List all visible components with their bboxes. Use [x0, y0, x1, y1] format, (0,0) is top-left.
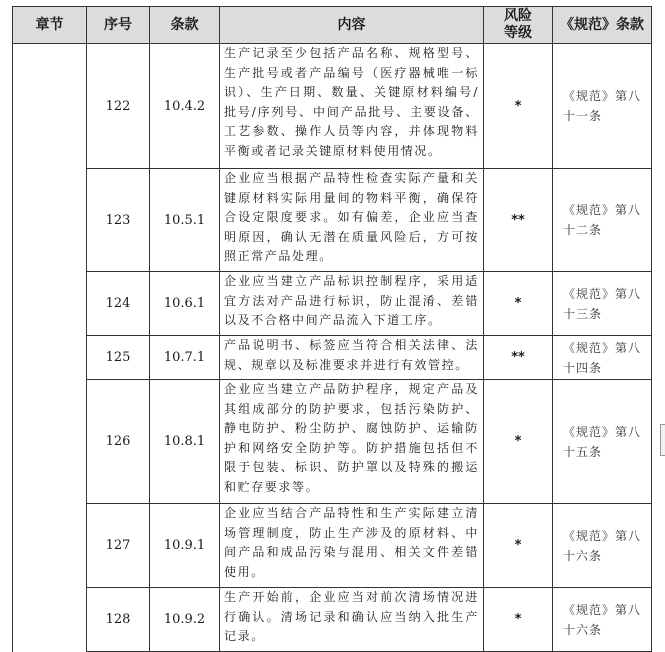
- row-clause: 10.9.1: [150, 504, 220, 588]
- table-row: [13, 588, 652, 652]
- row-no: 128: [87, 588, 150, 652]
- row-clause: 10.9.2: [150, 588, 220, 652]
- row-clause: 10.5.1: [150, 169, 220, 272]
- header-no: 序号: [87, 7, 150, 44]
- row-content: 企业应当建立产品防护程序，规定产品及其组成部分的防护要求，包括污染防护、静电防护、粉尘防护、腐蚀防护、运输防护和网络安全防护等。防护措施包括但不限于包装、标识、防护罩以及特殊的搬运和贮存要求等。: [220, 380, 484, 504]
- row-clause: 10.6.1: [150, 272, 220, 336]
- table-row: [13, 504, 652, 588]
- header-content: 内容: [220, 7, 484, 44]
- row-risk: *: [484, 44, 553, 169]
- header-risk: 风险 等级: [484, 7, 553, 44]
- table-row: [13, 380, 652, 504]
- table-row: [13, 336, 652, 380]
- row-content: 产品说明书、标签应当符合相关法律、法规、规章以及标准要求并进行有效管控。: [220, 336, 484, 380]
- row-norm: 《规范》第八十二条: [553, 169, 652, 272]
- row-clause: 10.4.2: [150, 44, 220, 169]
- row-risk: *: [484, 380, 553, 504]
- row-clause: 10.8.1: [150, 380, 220, 504]
- row-no: 124: [87, 272, 150, 336]
- row-risk: **: [484, 169, 553, 272]
- row-norm: 《规范》第八十四条: [553, 336, 652, 380]
- row-no: 126: [87, 380, 150, 504]
- table-row: [13, 44, 652, 169]
- header-norm: 《规范》条款: [553, 7, 652, 44]
- row-content: 企业应当建立产品标识控制程序，采用适宜方法对产品进行标识，防止混淆、差错以及不合格中间产品流入下道工序。: [220, 272, 484, 336]
- row-no: 127: [87, 504, 150, 588]
- chapter-cell: [13, 44, 87, 652]
- row-risk: *: [484, 504, 553, 588]
- row-content: 生产开始前，企业应当对前次清场情况进行确认。清场记录和确认应当纳入批生产记录。: [220, 588, 484, 652]
- table-row: [13, 169, 652, 272]
- table-row: [13, 272, 652, 336]
- row-norm: 《规范》第八十三条: [553, 272, 652, 336]
- row-content: 企业应当结合产品特性和生产实际建立清场管理制度，防止生产涉及的原材料、中间产品和成品污染与混用、相关文件差错使用。: [220, 504, 484, 588]
- row-risk: *: [484, 272, 553, 336]
- row-risk: **: [484, 336, 553, 380]
- inspection-table: [12, 6, 652, 652]
- row-content: 企业应当根据产品特性检查实际产量和关键原材料实际用量间的物料平衡，确保符合设定限度要求。如有偏差，企业应当查明原因，确认无潜在质量风险后，方可按照正常产品处理。: [220, 169, 484, 272]
- row-no: 123: [87, 169, 150, 272]
- row-risk: *: [484, 588, 553, 652]
- row-clause: 10.7.1: [150, 336, 220, 380]
- row-norm: 《规范》第八十六条: [553, 588, 652, 652]
- header-clause: 条款: [150, 7, 220, 44]
- row-norm: 《规范》第八十一条: [553, 44, 652, 169]
- row-no: 122: [87, 44, 150, 169]
- row-content: 生产记录至少包括产品名称、规格型号、生产批号或者产品编号（医疗器械唯一标识）、生产日期、数量、关键原材料编号/批号/序列号、中间产品批号、主要设备、工艺参数、操作人员等内容，并体现物料平衡或者记录关键原材料使用情况。: [220, 44, 484, 169]
- row-norm: 《规范》第八十五条: [553, 380, 652, 504]
- row-no: 125: [87, 336, 150, 380]
- row-norm: 《规范》第八十六条: [553, 504, 652, 588]
- table-header-row: [13, 7, 652, 44]
- side-scroll-handle[interactable]: [660, 424, 665, 456]
- header-chapter: 章节: [13, 7, 87, 44]
